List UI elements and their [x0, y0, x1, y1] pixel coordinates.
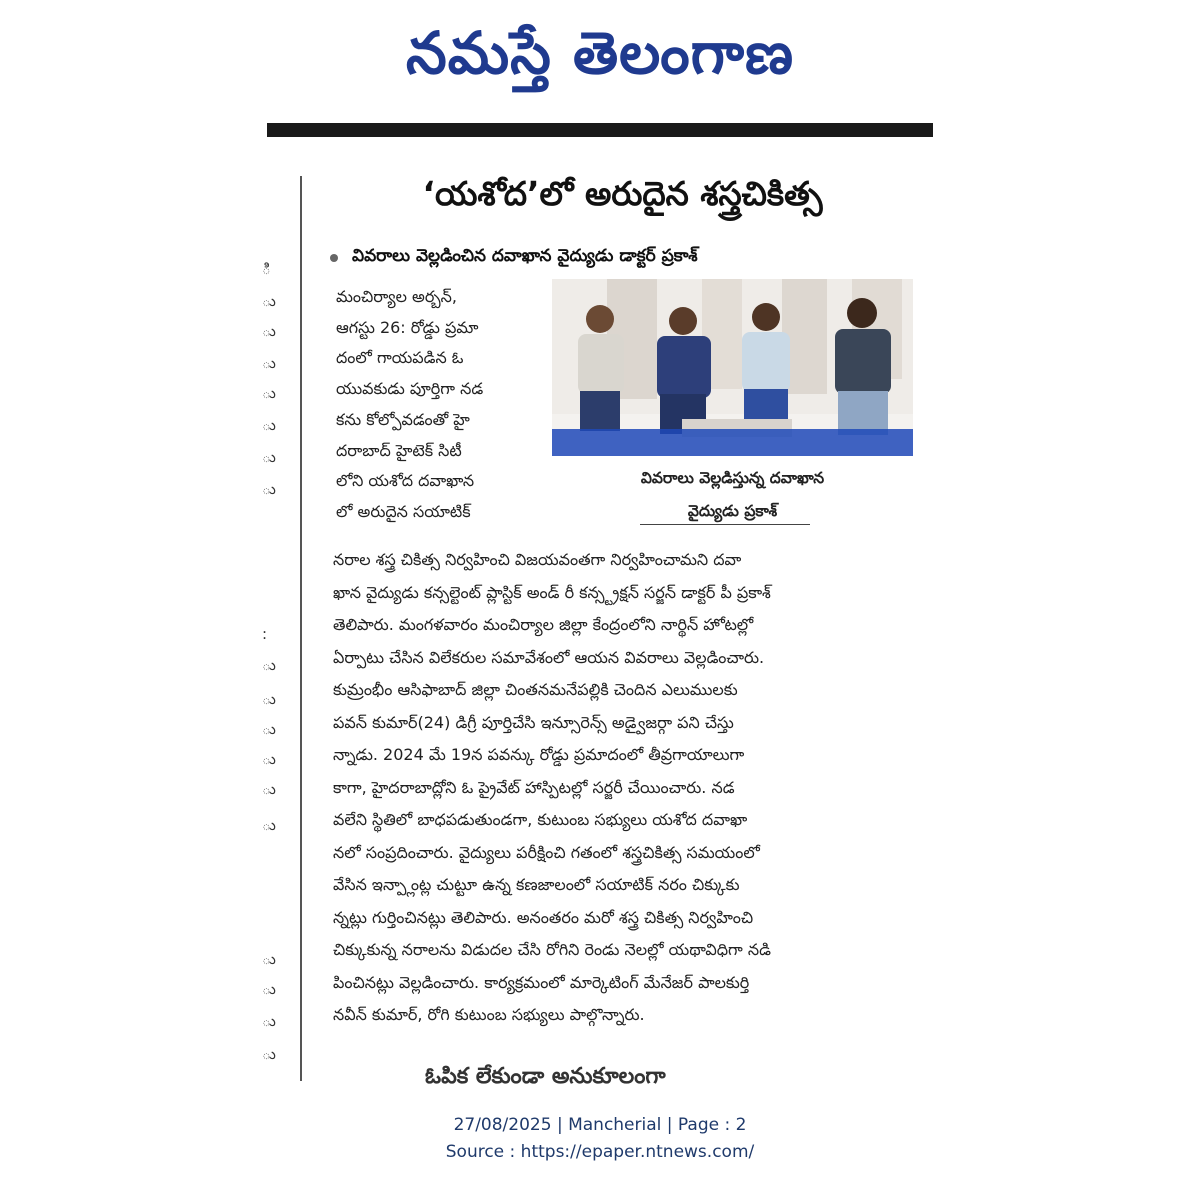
body-line: కాగా, హైదరాబాద్లోని ఓ ప్రైవేట్ హాస్పిటల్లో సర్జరీ చేయించారు. నడ [333, 777, 735, 797]
intro-line: లోని యశోద దవాఖాన [336, 471, 475, 491]
intro-line: దరాబాద్ హైటెక్ సిటీ [336, 440, 462, 460]
body-line: వలేని స్థితిలో బాధపడుతుండగా, కుటుంబ సభ్యులు యశోద దవాఖా [333, 810, 748, 829]
fragment-char: ు [262, 720, 276, 738]
body-line: నలో సంప్రదించారు. వైద్యులు పరీక్షించి గతంలో శస్త్రచికిత్స సమయంలో [333, 842, 760, 862]
body-line: పించినట్లు వెల్లడించారు. కార్యక్రమంలో మార్కెటింగ్ మేనేజర్ పాలకుర్తి [333, 972, 750, 992]
caption-line: వైద్యుడు ప్రకాశ్ [687, 502, 778, 520]
fragment-char: ు [262, 1012, 276, 1030]
fragment-char: ు [262, 816, 276, 834]
fragment-char: : [262, 625, 268, 643]
fragment-char: ు [262, 480, 276, 498]
body-line: చిక్కుకున్న నరాలను విడుదల చేసి రోగిని రెండు నెలల్లో యథావిధిగా నడి [333, 940, 771, 959]
intro-line: యువకుడు పూర్తిగా నడ [336, 379, 484, 399]
intro-line: ఆగస్టు 26: రోడ్డు ప్రమా [336, 317, 479, 337]
body-line: పవన్ కుమార్(24) డిగ్రీ పూర్తిచేసి ఇన్సూరెన్స్ అడ్వైజర్గా పని చేస్తు [333, 712, 734, 732]
bullet-icon [330, 254, 338, 262]
caption-underline [640, 524, 810, 525]
intro-line: మంచిర్యాల అర్బన్, [336, 287, 457, 306]
fragment-char: ు [262, 354, 276, 372]
fragment-char: ు [262, 448, 276, 466]
footer-dateline: 27/08/2025 | Mancherial | Page : 2 [453, 1115, 747, 1135]
body-line: నవీన్ కుమార్, రోగి కుటుంబ సభ్యులు పాల్గొన్నారు. [333, 1005, 645, 1024]
article-intro [336, 282, 541, 528]
photo-caption [552, 462, 913, 528]
masthead-logo [300, 10, 900, 110]
press-meet-photo-illustration [552, 279, 913, 456]
body-line: ఖాన వైద్యుడు కన్సల్టెంట్ ప్లాస్టిక్ అండ్ రీ కన్స్ట్రక్షన్ సర్జన్ డాక్టర్ పీ ప్రకాశ్ [333, 582, 771, 602]
fragment-char: ు [262, 292, 276, 310]
fragment-char: ు [262, 950, 276, 968]
article-photo [552, 279, 913, 456]
body-line: ఏర్పాటు చేసిన విలేకరుల సమావేశంలో ఆయన వివరాలు వెల్లడించారు. [333, 647, 765, 667]
caption-line: వివరాలు వెల్లడిస్తున్న దవాఖాన [640, 469, 825, 487]
fragment-char: ు [262, 384, 276, 402]
column-divider [300, 176, 302, 1081]
fragment-char: ు [262, 690, 276, 708]
next-headline-fragment: ఓపిక లేకుండా అనుకూలంగా [425, 1064, 666, 1089]
fragment-char: ు [262, 656, 276, 674]
body-line: తెలిపారు. మంగళవారం మంచిర్యాల జిల్లా కేంద్రంలోని నార్థిన్ హోటల్లో [333, 615, 754, 634]
body-line: నరాల శస్త్ర చికిత్స నిర్వహించి విజయవంతగా నిర్వహించామని దవా [333, 550, 742, 569]
body-line: కుమ్రంభీం ఆసిఫాబాద్ జిల్లా చింతనమనేపల్లికి చెందిన ఎలుములకు [333, 680, 738, 699]
fragment-char: ు [262, 1045, 276, 1063]
intro-line: లో అరుదైన సయాటిక్ [336, 501, 471, 521]
article-body [333, 544, 915, 1032]
fragment-char: ి [262, 260, 271, 278]
fragment-char: ు [262, 322, 276, 340]
body-line: న్నట్లు గుర్తించినట్లు తెలిపారు. అనంతరం మరో శస్త్ర చికిత్స నిర్వహించి [333, 907, 754, 927]
subhead-text: వివరాలు వెల్లడించిన దవాఖాన వైద్యుడు డాక్టర్ ప్రకాశ్ [352, 246, 698, 266]
body-line: న్నాడు. 2024 మే 19న పవన్కు రోడ్డు ప్రమాదంలో తీవ్రగాయాలుగా [333, 745, 745, 764]
fragment-char: ు [262, 750, 276, 768]
footer [0, 1112, 1200, 1166]
fragment-char: ు [262, 780, 276, 798]
fragment-char: ు [262, 416, 276, 434]
fragment-char: ు [262, 980, 276, 998]
intro-line: కను కోల్పోవడంతో హై [336, 409, 470, 429]
footer-source[interactable]: Source : https://epaper.ntnews.com/ [445, 1142, 755, 1162]
article-headline: ‘యశోద’లో అరుదైన శస్త్రచికిత్స [422, 174, 823, 213]
article-subhead [330, 246, 930, 270]
masthead-title: నమస్తే తెలంగాణ [406, 18, 794, 87]
body-line: వేసిన ఇన్ప్లాంట్ల చుట్టూ ఉన్న కణజాలంలో సయాటిక్ నరం చిక్కుకు [333, 875, 740, 894]
masthead-rule [267, 123, 933, 137]
intro-line: దంలో గాయపడిన ఓ [336, 348, 464, 368]
